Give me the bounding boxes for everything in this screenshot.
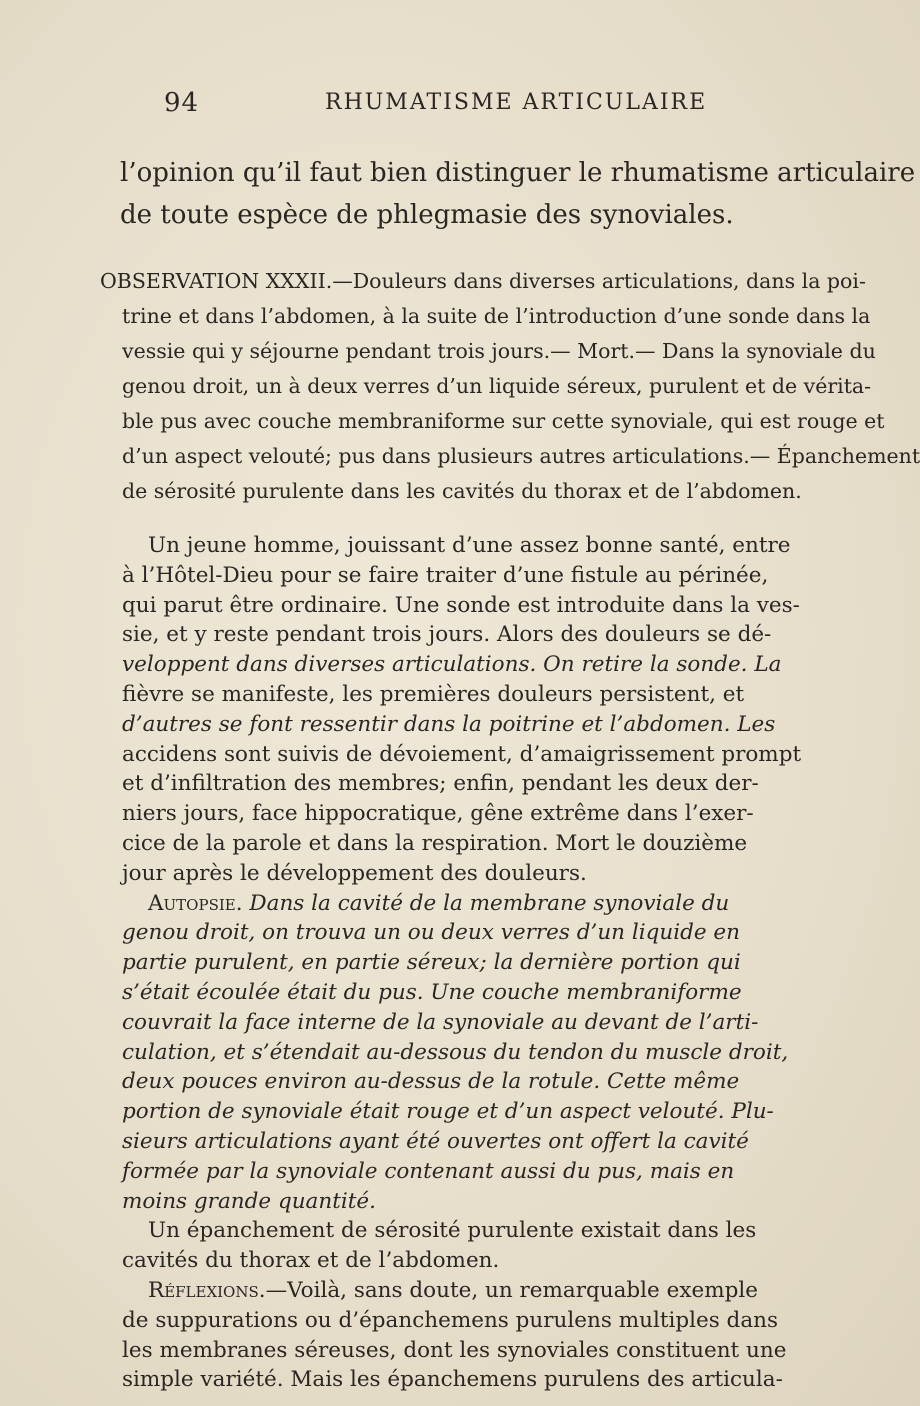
body-line: cice de la parole et dans la respiration. Mort le douzième — [122, 831, 748, 856]
autopsy-line: s’était écoulée était du pus. Une couche membraniforme — [122, 980, 742, 1005]
autopsy-line: couvrait la face interne de la synoviale au devant de l’arti- — [122, 1009, 759, 1035]
autopsy-heading: Autopsie. — [148, 890, 243, 916]
paragraph-text: Dans la cavité de la membrane synoviale du — [242, 890, 730, 916]
autopsy-line: genou droit, on trouva un ou deux verres d’un liquide en — [122, 920, 740, 946]
reflection-line: simple variété. Mais les épanchemens purulens des articula- — [122, 1367, 783, 1393]
observation-line: ble pus avec couche membraniforme sur cette synoviale, qui est rouge et — [122, 409, 885, 433]
running-head — [60, 88, 760, 128]
body-line: à l’Hôtel-Dieu pour se faire traiter d’une fistule au périnée, — [122, 562, 769, 588]
autopsy-line: portion de synoviale était rouge et d’un aspect velouté. Plu- — [122, 1099, 774, 1125]
paragraph-text: Voilà, sans doute, un remarquable exemple — [287, 1278, 758, 1303]
body-line: accidens sont suivis de dévoiement, d’amaigrissement prompt — [122, 741, 802, 767]
body-line: Un épanchement de sérosité purulente existait dans les — [148, 1218, 757, 1244]
body-line: cavités du thorax et de l’abdomen. — [122, 1248, 500, 1274]
body-line: d’autres se font ressentir dans la poitrine et l’abdomen. Les — [122, 711, 776, 737]
autopsy-line: sieurs articulations ayant été ouvertes ont offert la cavité — [122, 1129, 749, 1154]
reflection-line — [148, 1280, 758, 1302]
autopsy-line: culation, et s’étendait au-dessous du tendon du muscle droit, — [122, 1039, 789, 1065]
observation-line: genou droit, un à deux verres d’un liquide séreux, purulent et de vérita- — [122, 374, 872, 398]
autopsy-line — [148, 890, 730, 916]
body-line: qui parut être ordinaire. Une sonde est introduite dans la ves- — [122, 592, 800, 618]
page-number: 94 — [164, 88, 200, 118]
intro-line: de toute espèce de phlegmasie des synoviales. — [120, 200, 734, 230]
body-line: fièvre se manifeste, les premières douleurs persistent, et — [122, 682, 745, 707]
observation-line: de sérosité purulente dans les cavités du thorax et de l’abdomen. — [122, 479, 802, 503]
observation-line: OBSERVATION XXXII.—Douleurs dans diverses articulations, dans la poi- — [100, 269, 866, 293]
autopsy-line: partie purulent, en partie séreux; la dernière portion qui — [122, 950, 741, 976]
observation-line: d’un aspect velouté; pus dans plusieurs autres articulations.— Épanchement — [122, 444, 920, 468]
intro-line: l’opinion qu’il faut bien distinguer le rhumatisme articulaire — [120, 158, 916, 188]
body-line: veloppent dans diverses articulations. On retire la sonde. La — [122, 652, 782, 678]
autopsy-line: deux pouces environ au-dessus de la rotule. Cette même — [122, 1069, 740, 1095]
reflection-line: de suppurations ou d’épanchemens purulens multiples dans — [122, 1307, 779, 1333]
body-line: sie, et y reste pendant trois jours. Alors des douleurs se dé- — [122, 622, 772, 648]
body-line: et d’infiltration des membres; enfin, pendant les deux der- — [122, 771, 759, 797]
body-line: Un jeune homme, jouissant d’une assez bonne santé, entre — [148, 533, 791, 558]
observation-line: vessie qui y séjourne pendant trois jours.— Mort.— Dans la synoviale du — [122, 339, 876, 363]
autopsy-line: formée par la synoviale contenant aussi du pus, mais en — [122, 1158, 735, 1184]
body-line: niers jours, face hippocratique, gêne extrême dans l’exer- — [122, 801, 754, 827]
reflection-line: les membranes séreuses, dont les synoviales constituent une — [122, 1337, 787, 1363]
running-title: RHUMATISME ARTICULAIRE — [325, 90, 708, 115]
reflections-heading: Réflexions.— — [148, 1278, 288, 1303]
autopsy-line: moins grande quantité. — [122, 1188, 376, 1214]
observation-line: trine et dans l’abdomen, à la suite de l’introduction d’une sonde dans la — [122, 304, 871, 328]
body-line: jour après le développement des douleurs. — [122, 860, 587, 886]
